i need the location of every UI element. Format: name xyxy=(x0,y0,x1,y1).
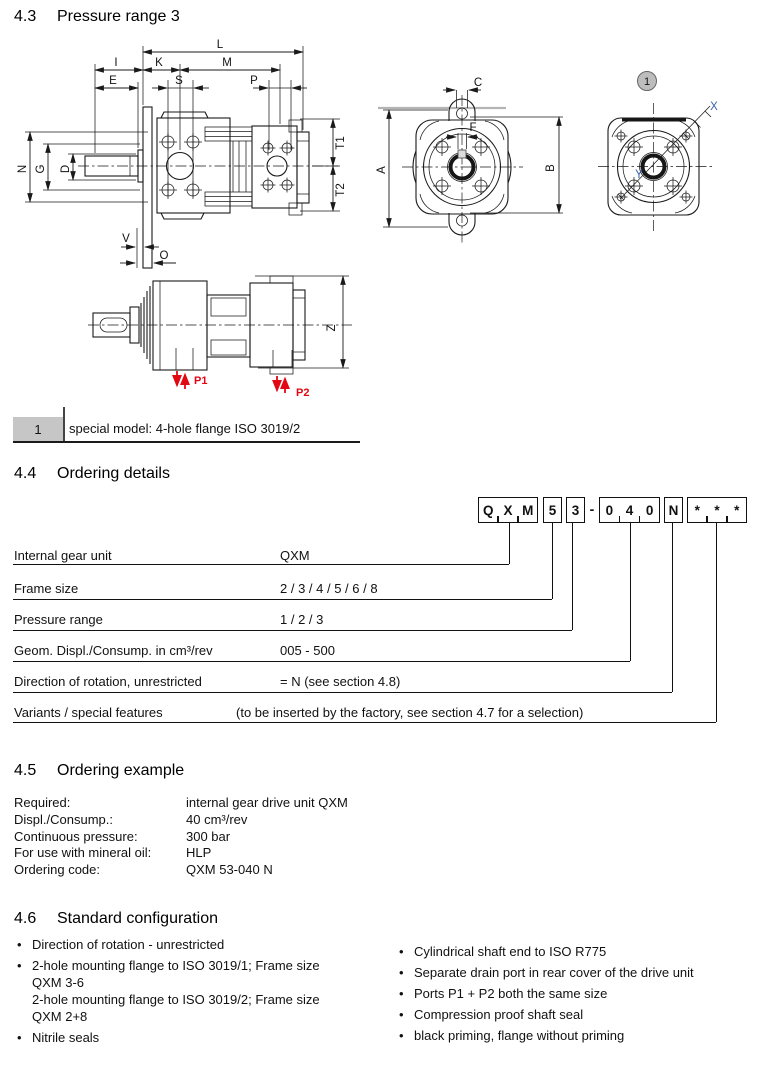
ordering-row-label: Internal gear unit xyxy=(14,548,112,563)
code-char: Q xyxy=(482,502,494,518)
example-value: QXM 53-040 N xyxy=(186,862,273,878)
ordering-row-rule xyxy=(13,564,509,565)
code-char: M xyxy=(522,502,534,518)
example-row xyxy=(14,795,534,812)
code-box-rotation xyxy=(664,497,683,523)
example-value: HLP xyxy=(186,845,212,861)
example-value: internal gear drive unit QXM xyxy=(186,795,348,810)
dim-label-V: V xyxy=(122,233,130,245)
code-char: 3 xyxy=(571,502,580,518)
ordering-row-rule xyxy=(13,661,630,662)
code-char: 4 xyxy=(625,502,634,518)
bullet-line: • Direction of rotation - unrestricted xyxy=(32,937,225,952)
code-char: N xyxy=(668,502,679,518)
code-char: 0 xyxy=(645,502,654,518)
code-connector-line xyxy=(552,523,553,599)
section-number: 4.5 xyxy=(14,762,37,779)
note-divider xyxy=(63,407,65,442)
ordering-row-label: Geom. Displ./Consump. in cm³/rev xyxy=(14,643,213,658)
note-text: special model: 4-hole flange ISO 3019/2 xyxy=(69,421,301,436)
example-row xyxy=(14,862,534,879)
example-label: Displ./Consump.: xyxy=(14,811,113,827)
example-row xyxy=(14,812,534,829)
dim-label-Y: Y xyxy=(635,169,643,181)
ordering-row-rule xyxy=(13,630,572,631)
bullet-line: QXM 3-6 xyxy=(32,975,85,990)
code-connector-line xyxy=(630,523,631,661)
code-char: 0 xyxy=(605,502,614,518)
ordering-row-value: 1 / 2 / 3 xyxy=(280,612,324,627)
dim-label-S: S xyxy=(175,75,183,87)
dim-label-D: D xyxy=(60,164,72,174)
note-badge-number: 1 xyxy=(34,422,42,437)
dim-label-I: I xyxy=(114,57,118,69)
code-box-pressure-range xyxy=(566,497,585,523)
code-connector-line xyxy=(672,523,673,692)
code-char: * xyxy=(714,502,720,518)
code-char: * xyxy=(734,502,740,518)
dim-label-N: N xyxy=(17,164,29,174)
dim-label-O: O xyxy=(159,250,169,262)
example-value: 300 bar xyxy=(186,828,231,844)
bullet-item: • Ports P1 + P2 both the same size xyxy=(396,985,761,1002)
dim-label-X: X xyxy=(710,101,718,113)
ordering-row-label: Variants / special features xyxy=(14,705,163,720)
code-box-type xyxy=(478,497,538,523)
section-heading-4-6 xyxy=(14,910,218,928)
code-dash: - xyxy=(589,501,595,517)
dim-label-T1: T1 xyxy=(335,136,347,150)
section-number: 4.4 xyxy=(14,465,37,482)
dim-label-Z: Z xyxy=(326,324,338,332)
code-char: 5 xyxy=(548,502,557,518)
dim-label-B: B xyxy=(545,164,557,172)
example-label: Ordering code: xyxy=(14,862,100,878)
section-number: 4.3 xyxy=(14,8,37,25)
ordering-row-rule xyxy=(13,722,716,723)
ordering-row-value: 2 / 3 / 4 / 5 / 6 / 8 xyxy=(280,581,378,596)
special-model-drawing xyxy=(598,72,718,232)
dim-label-K: K xyxy=(155,57,163,69)
ordering-row-value: 005 - 500 xyxy=(280,643,335,658)
ordering-example-list xyxy=(14,795,534,879)
dim-label-M: M xyxy=(222,57,232,69)
example-row xyxy=(14,845,534,862)
ordering-row-label: Direction of rotation, unrestricted xyxy=(14,674,202,689)
section-title: Pressure range 3 xyxy=(57,8,180,25)
dim-label-P: P xyxy=(250,75,258,87)
code-box-displacement xyxy=(599,497,660,523)
port-label-p2: P2 xyxy=(296,387,310,399)
section-title: Standard configuration xyxy=(57,910,218,927)
section-title: Ordering details xyxy=(57,465,170,482)
port-label-p1: P1 xyxy=(194,375,208,387)
code-connector-line xyxy=(572,523,573,630)
bullet-item: • Cylindrical shaft end to ISO R775 xyxy=(396,943,761,960)
code-connector-line xyxy=(509,523,510,564)
dim-label-L: L xyxy=(216,39,224,51)
front-view-drawing xyxy=(376,77,563,243)
dim-label-C: C xyxy=(473,77,483,89)
code-box-frame-size xyxy=(543,497,562,523)
dim-label-A: A xyxy=(376,166,388,174)
code-char: * xyxy=(694,502,700,518)
code-char: X xyxy=(503,502,513,518)
dim-label-T2: T2 xyxy=(335,183,347,197)
bullet-item xyxy=(14,936,389,953)
dim-label-G: G xyxy=(35,164,47,174)
bullet-line: QXM 2+8 xyxy=(32,1009,88,1024)
standard-config-left-column xyxy=(14,936,389,1050)
standard-config-right-column xyxy=(396,943,761,1048)
bullet-line: • Nitrile seals xyxy=(32,1030,100,1045)
ordering-row-rule xyxy=(13,599,552,600)
dim-label-E: E xyxy=(109,75,117,87)
example-row xyxy=(14,829,534,846)
note-rule xyxy=(13,441,360,443)
bullet-item xyxy=(14,1029,389,1046)
ordering-row-rule xyxy=(13,692,672,693)
example-label: For use with mineral oil: xyxy=(14,845,152,861)
ordering-row-label: Pressure range xyxy=(14,612,103,627)
bullet-item xyxy=(14,957,389,1025)
ordering-row-value: (to be inserted by the factory, see section 4.7 for a selection) xyxy=(236,705,584,720)
bullet-line: 2-hole mounting flange to ISO 3019/2; Frame size xyxy=(32,992,320,1007)
code-box-variants xyxy=(687,497,747,523)
code-connector-line xyxy=(716,523,717,722)
technical-drawings xyxy=(0,0,764,410)
example-value: 40 cm³/rev xyxy=(186,811,248,827)
ordering-row-value: QXM xyxy=(280,548,310,563)
special-model-badge-number: 1 xyxy=(643,76,651,88)
section-title: Ordering example xyxy=(57,762,185,779)
example-label: Required: xyxy=(14,795,71,810)
side-view-drawing xyxy=(17,39,347,268)
dim-label-F: F xyxy=(469,122,477,134)
section-heading-4-4 xyxy=(14,465,170,483)
bullet-item: • black priming, flange without priming xyxy=(396,1027,761,1044)
bullet-line: • 2-hole mounting flange to ISO 3019/1; Frame size xyxy=(32,958,320,973)
note-badge xyxy=(13,417,63,442)
section-number: 4.6 xyxy=(14,910,37,927)
top-view-drawing xyxy=(88,276,352,399)
example-label: Continuous pressure: xyxy=(14,828,138,844)
bullet-item: • Compression proof shaft seal xyxy=(396,1006,761,1023)
bullet-item: • Separate drain port in rear cover of the drive unit xyxy=(396,964,761,981)
ordering-row-value: = N (see section 4.8) xyxy=(280,674,401,689)
section-heading-4-5 xyxy=(14,762,184,780)
ordering-row-label: Frame size xyxy=(14,581,79,596)
